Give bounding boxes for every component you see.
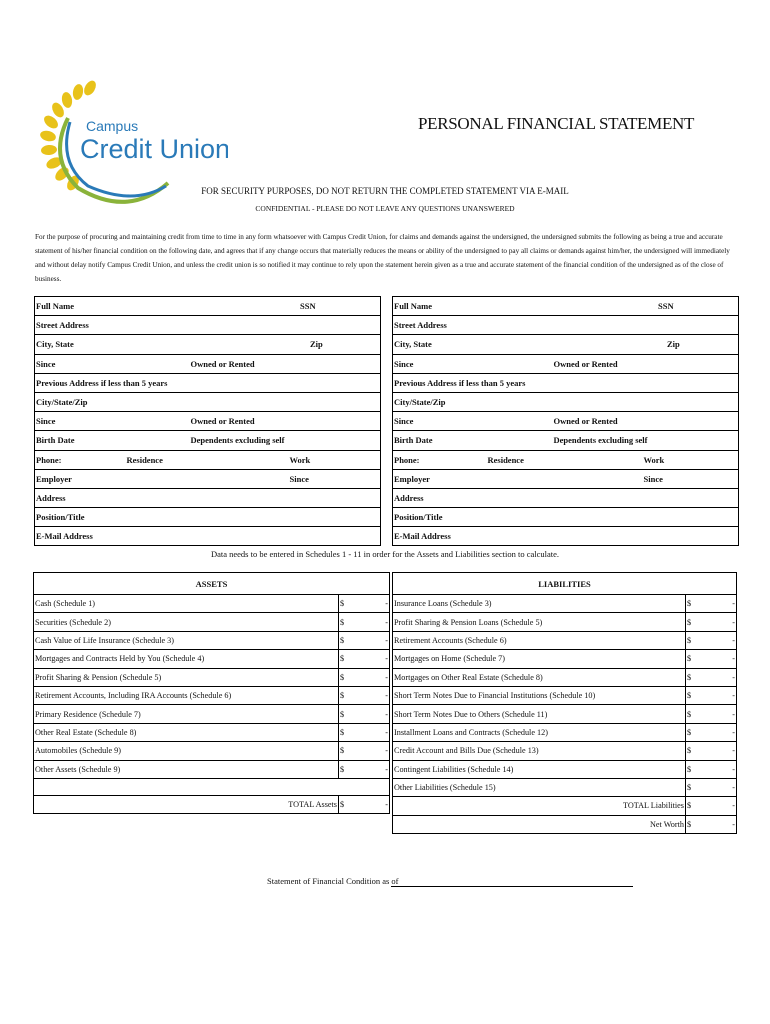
assets-blank-row [34,778,390,795]
purpose-paragraph: For the purpose of procuring and maintaining credit from time to time in any form whatsoever with Campus Credit Union, for claims and demands against the undersigned, the undersigned submits the following as being a true and accurate statement of his/her financial condition on the following date, and agrees that if any change occurs that materially reduces the means or ability of the undersigned to pay all claims or demands against him/her, the undersigned will immediately and without delay notify Campus Credit Union, and unless the credit union is so notified it may continue to rely upon the statement herein given as a true and accurate statement of the financial condition of the undersigned as of the close of business. [35,233,730,283]
currency-symbol: $ [339,795,368,813]
co-residence-phone-label[interactable]: Residence [487,454,524,465]
assets-row-label: Other Real Estate (Schedule 8) [34,723,339,741]
co-zip-label[interactable]: Zip [657,335,739,354]
currency-symbol: $ [686,797,715,815]
currency-symbol: $ [686,631,715,649]
assets-row-value[interactable]: - [367,760,390,778]
co-street-address-label[interactable]: Street Address [393,316,739,335]
assets-row-label: Primary Residence (Schedule 7) [34,705,339,723]
currency-symbol: $ [339,723,368,741]
liabilities-row [393,742,737,760]
email-address-label[interactable]: E-Mail Address [35,527,381,546]
birth-date-label[interactable]: Birth Date [36,435,75,446]
co-work-phone-label[interactable]: Work [643,454,665,465]
assets-row-label: Automobiles (Schedule 9) [34,742,339,760]
liabilities-row [393,705,737,723]
liabilities-table [392,572,737,834]
co-owned-rented-label[interactable]: Owned or Rented [553,358,618,369]
liabilities-row-label: Short Term Notes Due to Financial Institutions (Schedule 10) [393,686,686,704]
currency-symbol: $ [686,613,715,631]
currency-symbol: $ [686,668,715,686]
assets-row [34,760,390,778]
street-address-label[interactable]: Street Address [35,316,381,335]
co-phone-label: Phone: [394,454,420,465]
assets-row [34,668,390,686]
liabilities-row [393,595,737,613]
liabilities-row-value[interactable]: - [714,723,737,741]
employer-address-label[interactable]: Address [35,488,381,507]
liabilities-row-value[interactable]: - [714,650,737,668]
liabilities-row-label: Other Liabilities (Schedule 15) [393,778,686,796]
applicant-info-table-right [392,296,739,546]
assets-row-label: Mortgages and Contracts Held by You (Schedule 4) [34,650,339,668]
ssn-label[interactable]: SSN [300,297,381,316]
security-notice: FOR SECURITY PURPOSES, DO NOT RETURN THE COMPLETED STATEMENT VIA E-MAIL [201,186,569,196]
co-owned-rented-label[interactable]: Owned or Rented [553,416,618,427]
assets-row-label: Cash (Schedule 1) [34,595,339,613]
assets-row-value[interactable]: - [367,686,390,704]
co-since-label[interactable]: Since [394,358,414,369]
liabilities-row-value[interactable]: - [714,705,737,723]
currency-symbol: $ [339,668,368,686]
liabilities-row-value[interactable]: - [714,595,737,613]
currency-symbol: $ [686,760,715,778]
owned-rented-label[interactable]: Owned or Rented [190,416,255,427]
currency-symbol: $ [339,631,368,649]
currency-symbol: $ [686,650,715,668]
assets-row [34,631,390,649]
currency-symbol: $ [339,595,368,613]
liabilities-row-label: Credit Account and Bills Due (Schedule 13) [393,742,686,760]
co-email-address-label[interactable]: E-Mail Address [393,527,739,546]
liabilities-row-label: Installment Loans and Contracts (Schedule 12) [393,723,686,741]
currency-symbol: $ [339,613,368,631]
co-employer-label[interactable]: Employer [394,473,430,484]
assets-row-label: Cash Value of Life Insurance (Schedule 3) [34,631,339,649]
assets-row-value[interactable]: - [367,705,390,723]
since-label[interactable]: Since [36,416,56,427]
liabilities-row [393,760,737,778]
currency-symbol: $ [686,723,715,741]
co-dependents-label[interactable]: Dependents excluding self [553,435,648,446]
assets-row [34,613,390,631]
net-worth-label: Net Worth [393,815,686,833]
residence-phone-label[interactable]: Residence [126,454,163,465]
liabilities-row [393,686,737,704]
liabilities-row [393,613,737,631]
assets-row-value[interactable]: - [367,631,390,649]
liabilities-row-value[interactable]: - [714,742,737,760]
liabilities-row-label: Retirement Accounts (Schedule 6) [393,631,686,649]
work-phone-label[interactable]: Work [289,454,311,465]
currency-symbol: $ [686,778,715,796]
co-position-title-label[interactable]: Position/Title [393,508,739,527]
total-assets-label: TOTAL Assets [34,795,339,813]
liabilities-row-value[interactable]: - [714,778,737,796]
phone-label: Phone: [36,454,62,465]
owned-rented-label[interactable]: Owned or Rented [190,358,255,369]
liabilities-header: LIABILITIES [393,573,737,595]
city-state-zip-label[interactable]: City/State/Zip [35,392,381,411]
co-employer-address-label[interactable]: Address [393,488,739,507]
co-since-label[interactable]: Since [394,416,414,427]
currency-symbol: $ [339,650,368,668]
assets-row-value[interactable]: - [367,595,390,613]
assets-row [34,650,390,668]
assets-row-label: Retirement Accounts, Including IRA Accounts (Schedule 6) [34,686,339,704]
liabilities-row-value[interactable]: - [714,668,737,686]
applicant-info-table-left [34,296,381,546]
assets-row-label: Other Assets (Schedule 9) [34,760,339,778]
liabilities-row [393,778,737,796]
total-assets-value: - [367,795,390,813]
co-city-state-zip-label[interactable]: City/State/Zip [393,392,739,411]
assets-row-value[interactable]: - [367,668,390,686]
statement-date-field[interactable] [391,886,633,887]
liabilities-row-label: Insurance Loans (Schedule 3) [393,595,686,613]
liabilities-row [393,723,737,741]
currency-symbol: $ [686,742,715,760]
liabilities-row-label: Mortgages on Other Real Estate (Schedule 8) [393,668,686,686]
city-state-label[interactable]: City, State [35,335,301,354]
liabilities-row [393,650,737,668]
liabilities-row [393,668,737,686]
assets-row-label: Securities (Schedule 2) [34,613,339,631]
since-label[interactable]: Since [36,358,56,369]
assets-header: ASSETS [34,573,390,595]
co-city-state-label[interactable]: City, State [393,335,658,354]
assets-row [34,595,390,613]
liabilities-row-label: Profit Sharing & Pension Loans (Schedule 5) [393,613,686,631]
employer-label[interactable]: Employer [36,473,72,484]
assets-row-value[interactable]: - [367,723,390,741]
zip-label[interactable]: Zip [300,335,381,354]
currency-symbol: $ [339,705,368,723]
currency-symbol: $ [686,815,715,833]
employer-since-label[interactable]: Since [289,473,309,484]
currency-symbol: $ [686,705,715,723]
assets-row-value[interactable]: - [367,742,390,760]
assets-row [34,705,390,723]
liabilities-row-value[interactable]: - [714,760,737,778]
page-title: PERSONAL FINANCIAL STATEMENT [418,114,695,133]
schedule-note: Data needs to be entered in Schedules 1 - 11 in order for the Assets and Liabilities section to calculate. [210,549,560,559]
currency-symbol: $ [339,760,368,778]
co-previous-address-label[interactable]: Previous Address if less than 5 years [393,373,739,392]
svg-text:Credit Union: Credit Union [80,134,228,164]
liabilities-row-value[interactable]: - [714,686,737,704]
assets-row [34,723,390,741]
assets-row-label: Profit Sharing & Pension (Schedule 5) [34,668,339,686]
liabilities-row-label: Contingent Liabilities (Schedule 14) [393,760,686,778]
currency-symbol: $ [686,686,715,704]
currency-symbol: $ [339,742,368,760]
assets-row [34,686,390,704]
currency-symbol: $ [686,595,715,613]
liabilities-row [393,631,737,649]
liabilities-row-label: Short Term Notes Due to Others (Schedule 11) [393,705,686,723]
co-full-name-label[interactable]: Full Name [393,297,658,316]
svg-text:Campus: Campus [86,118,139,134]
co-employer-since-label[interactable]: Since [643,473,663,484]
position-title-label[interactable]: Position/Title [35,508,381,527]
assets-table [33,572,390,814]
total-liabilities-label: TOTAL Liabilities [393,797,686,815]
dependents-label[interactable]: Dependents excluding self [190,435,285,446]
confidential-notice: CONFIDENTIAL - PLEASE DO NOT LEAVE ANY QUESTIONS UNANSWERED [255,204,515,213]
full-name-label[interactable]: Full Name [35,297,301,316]
net-worth-value: - [714,815,737,833]
liabilities-row-value[interactable]: - [714,613,737,631]
liabilities-row-label: Mortgages on Home (Schedule 7) [393,650,686,668]
currency-symbol: $ [339,686,368,704]
assets-row-value[interactable]: - [367,650,390,668]
co-birth-date-label[interactable]: Birth Date [394,435,433,446]
total-liabilities-value: - [714,797,737,815]
statement-date-label: Statement of Financial Condition as of [267,876,399,886]
assets-row [34,742,390,760]
co-ssn-label[interactable]: SSN [657,297,739,316]
previous-address-label[interactable]: Previous Address if less than 5 years [35,373,381,392]
liabilities-row-value[interactable]: - [714,631,737,649]
assets-row-value[interactable]: - [367,613,390,631]
